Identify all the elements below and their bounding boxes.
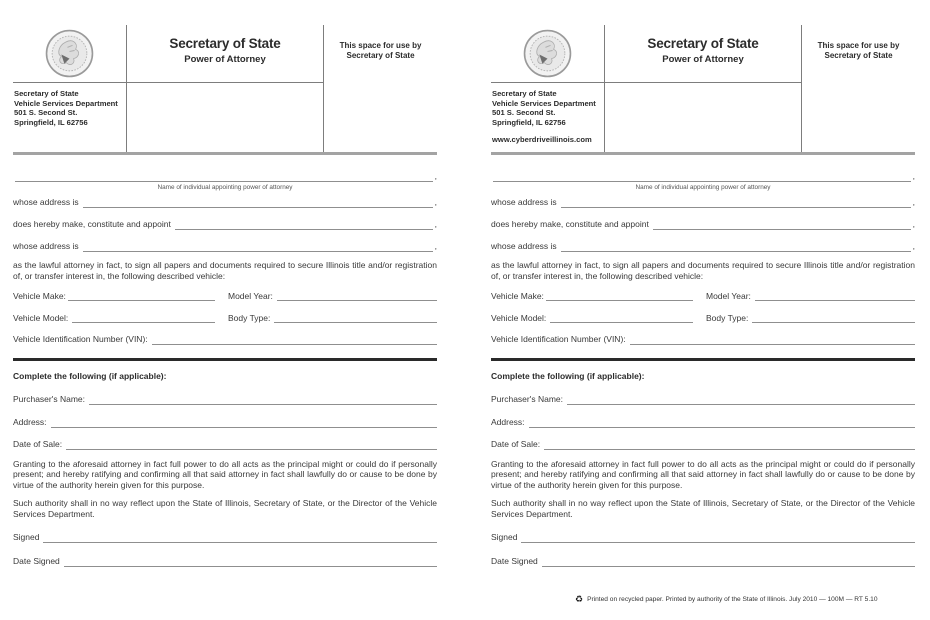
attorney-address-field[interactable] xyxy=(83,242,433,252)
vin-field[interactable] xyxy=(630,335,915,345)
appointer-address-row: whose address is , xyxy=(13,197,437,207)
purchaser-address-row: Address: xyxy=(491,417,915,428)
header-divider xyxy=(13,82,324,83)
header-divider xyxy=(491,82,802,83)
header-bottom-rule xyxy=(13,152,437,155)
form-title: Secretary of State xyxy=(647,36,759,51)
signed-row: Signed xyxy=(491,532,915,543)
vehicle-make-field[interactable] xyxy=(68,291,215,301)
signature-field[interactable] xyxy=(43,533,437,543)
body-type-field[interactable] xyxy=(752,313,915,323)
purchaser-address-field[interactable] xyxy=(51,418,437,428)
no-reflect-paragraph: Such authority shall in no way reflect upon the State of Illinois, Secretary of State, or the Director of the Vehicle Services Department. xyxy=(13,498,437,520)
form-body xyxy=(491,171,915,567)
section-rule xyxy=(13,358,437,361)
signature-field[interactable] xyxy=(521,533,915,543)
form-copy-left xyxy=(13,0,437,620)
state-seal-icon xyxy=(523,29,572,78)
title-block xyxy=(127,36,323,65)
title-block xyxy=(605,36,801,65)
vehicle-model-field[interactable] xyxy=(550,313,693,323)
appointer-name-field[interactable] xyxy=(493,172,911,182)
complete-following-heading: Complete the following (if applicable): xyxy=(491,370,645,381)
purchaser-name-row: Purchaser's Name: xyxy=(13,394,437,405)
date-of-sale-field[interactable] xyxy=(544,440,915,450)
print-authority-text: Printed on recycled paper. Printed by authority of the State of Illinois. July 2010 — 100M — RT 5.10 xyxy=(587,596,878,603)
agency-address: Secretary of State Vehicle Services Department 501 S. Second St. Springfield, IL 62756 xyxy=(14,89,118,127)
appointer-address-field[interactable] xyxy=(561,198,911,208)
date-of-sale-field[interactable] xyxy=(66,440,437,450)
vehicle-make-field[interactable] xyxy=(546,291,693,301)
body-type-field[interactable] xyxy=(274,313,437,323)
agency-website: www.cyberdriveillinois.com xyxy=(492,135,592,145)
vehicle-model-row: Vehicle Model: Body Type: xyxy=(491,313,915,323)
model-year-field[interactable] xyxy=(277,291,437,301)
header-bottom-rule xyxy=(491,152,915,155)
form-body xyxy=(13,171,437,567)
date-signed-row: Date Signed xyxy=(13,556,437,567)
vehicle-make-row: Vehicle Make: Model Year: xyxy=(13,291,437,301)
vehicle-model-field[interactable] xyxy=(72,313,215,323)
signed-row: Signed xyxy=(13,532,437,543)
vin-row: Vehicle Identification Number (VIN): xyxy=(13,334,437,345)
authority-paragraph: as the lawful attorney in fact, to sign all papers and documents required to secure Illinois title and/or registration of, or transfer interest in, the following described vehicle: xyxy=(13,260,437,281)
office-use-note: This space for use by Secretary of State xyxy=(339,41,422,60)
date-of-sale-row: Date of Sale: xyxy=(491,439,915,450)
purchaser-address-field[interactable] xyxy=(529,418,915,428)
purchaser-name-field[interactable] xyxy=(89,395,437,405)
attorney-name-field[interactable] xyxy=(653,220,911,230)
date-of-sale-row: Date of Sale: xyxy=(13,439,437,450)
form-copy-right xyxy=(491,0,915,620)
appointer-name-field[interactable] xyxy=(15,172,433,182)
purchaser-name-row: Purchaser's Name: xyxy=(491,394,915,405)
attorney-name-row: does hereby make, constitute and appoint , xyxy=(491,219,915,229)
no-reflect-paragraph: Such authority shall in no way reflect upon the State of Illinois, Secretary of State, or the Director of the Vehicle Services Department. xyxy=(491,498,915,520)
attorney-name-field[interactable] xyxy=(175,220,433,230)
name-line-caption: Name of individual appointing power of attorney xyxy=(157,184,293,191)
granting-paragraph: Granting to the aforesaid attorney in fact full power to do all acts as the principal might or could do if personally present; and hereby ratifying and confirming all that said attorney in fact shall lawfully do or cause to be done by virtue of the authority herein given for this purpose. xyxy=(491,458,915,490)
complete-following-heading: Complete the following (if applicable): xyxy=(13,370,167,381)
appointer-name-row: , xyxy=(491,171,915,182)
date-signed-field[interactable] xyxy=(542,557,915,567)
form-title: Secretary of State xyxy=(169,36,281,51)
form-header xyxy=(13,0,437,155)
appointer-name-row: , xyxy=(13,171,437,182)
attorney-name-row: does hereby make, constitute and appoint , xyxy=(13,219,437,229)
form-subtitle: Power of Attorney xyxy=(184,54,266,65)
agency-address: Secretary of State Vehicle Services Department 501 S. Second St. Springfield, IL 62756 www.cyberdriveillinois.com xyxy=(492,89,596,145)
vehicle-model-row: Vehicle Model: Body Type: xyxy=(13,313,437,323)
recycle-icon: ♻ xyxy=(575,594,584,604)
state-seal-icon xyxy=(45,29,94,78)
date-signed-row: Date Signed xyxy=(491,556,915,567)
attorney-address-field[interactable] xyxy=(561,242,911,252)
attorney-address-row: whose address is , xyxy=(491,241,915,251)
model-year-field[interactable] xyxy=(755,291,915,301)
name-line-caption: Name of individual appointing power of attorney xyxy=(635,184,771,191)
section-rule xyxy=(491,358,915,361)
attorney-address-row: whose address is , xyxy=(13,241,437,251)
authority-paragraph: as the lawful attorney in fact, to sign all papers and documents required to secure Illinois title and/or registration of, or transfer interest in, the following described vehicle: xyxy=(491,260,915,281)
appointer-address-field[interactable] xyxy=(83,198,433,208)
granting-paragraph: Granting to the aforesaid attorney in fact full power to do all acts as the principal might or could do if personally present; and hereby ratifying and confirming all that said attorney in fact shall lawfully do or cause to be done by virtue of the authority herein given for this purpose. xyxy=(13,458,437,490)
form-header xyxy=(491,0,915,155)
vehicle-make-row: Vehicle Make: Model Year: xyxy=(491,291,915,301)
date-signed-field[interactable] xyxy=(64,557,437,567)
office-use-note: This space for use by Secretary of State xyxy=(817,41,900,60)
purchaser-address-row: Address: xyxy=(13,417,437,428)
print-authority-footer xyxy=(575,595,878,604)
purchaser-name-field[interactable] xyxy=(567,395,915,405)
vin-field[interactable] xyxy=(152,335,437,345)
vin-row: Vehicle Identification Number (VIN): xyxy=(491,334,915,345)
appointer-address-row: whose address is , xyxy=(491,197,915,207)
form-subtitle: Power of Attorney xyxy=(662,54,744,65)
